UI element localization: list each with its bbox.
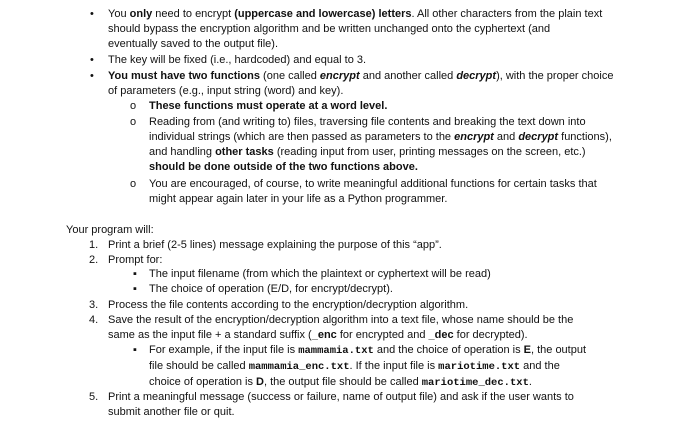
text-line [108,253,162,268]
text-line [108,313,573,328]
sub-bullet-word-level [149,99,387,114]
text-segment: eventually saved to the output file). [108,38,278,50]
text-line [149,343,586,359]
prompt-item-operation [149,282,393,297]
text-segment: decrypt [518,131,559,143]
step-4-text [108,313,573,343]
text-segment: For example, if the input file is [149,344,299,356]
text-segment: only [129,8,153,20]
text-segment: decrypt [456,70,497,82]
filename-code: mariotime.txt [438,361,521,373]
text-line [149,359,586,375]
text-segment: , the output file should be called [263,376,422,388]
sub-bullet-marker: o [130,178,137,190]
text-segment: Print a brief (2-5 lines) message explaining the purpose of this “app”. [108,239,442,251]
text-segment: (uppercase and lowercase) letters [234,8,412,20]
step-number: 1. [89,239,99,251]
text-segment: _enc [311,329,337,341]
text-segment: You [108,8,130,20]
text-line [149,160,612,175]
text-segment: . If the input file is [349,360,439,372]
text-line [108,405,574,420]
text-segment: The key will be fixed (i.e., hardcoded) and equal to 3. [108,54,367,66]
text-line [108,84,613,99]
text-line [149,192,597,207]
text-segment: Reading from (and writing to) files, traversing file contents and breaking the text down into [149,116,586,128]
text-segment: same as the input file + a standard suffix ( [108,329,312,341]
sub-bullet-marker: o [130,116,137,128]
text-segment: individual strings (which are then passed as parameters to the [149,131,455,143]
text-segment: submit another file or quit. [108,406,235,418]
text-segment: and the choice of operation is [373,344,524,356]
text-segment: might appear again later in your life as a Python programmer. [149,193,448,205]
text-segment: These functions must operate at a word level. [149,100,388,112]
text-segment: Prompt for: [108,254,163,266]
text-line [149,145,612,160]
bullet-two-functions [108,69,613,99]
text-line [108,22,602,37]
filename-code: mammamia_enc.txt [248,361,350,373]
prompt-item-filename [149,267,491,282]
text-segment: need to encrypt [152,8,235,20]
text-segment: and [493,131,519,143]
text-line [108,298,468,313]
text-segment: _dec [428,329,454,341]
text-segment: and handling [149,146,216,158]
text-line [149,375,586,391]
text-segment: choice of operation is [149,376,257,388]
sub-bullet-marker: o [130,100,137,112]
text-line [149,115,612,130]
filename-code: mammamia.txt [298,345,374,357]
text-line [149,282,393,297]
bullet-marker: • [90,8,94,20]
text-segment: Process the file contents according to the encryption/decryption algorithm. [108,299,469,311]
text-segment: for encrypted and [336,329,429,341]
prompt-item-marker: ▪ [133,268,137,280]
text-line [149,130,612,145]
text-segment: ), with the proper choice [496,70,614,82]
program-heading: Your program will: [66,224,154,236]
text-segment: file should be called [149,360,249,372]
text-segment: . [528,376,532,388]
bullet-fixed-key [108,53,366,68]
step-number: 2. [89,254,99,266]
text-segment: D [256,376,264,388]
text-segment: should be done outside of the two functions above. [149,161,418,173]
text-segment: and the [520,360,560,372]
step-1-text [108,238,442,253]
text-segment: , the output [530,344,587,356]
sub-bullet-additional-functions [149,177,597,207]
text-segment: You must have two functions [108,70,260,82]
step-3-text [108,298,468,313]
step-number: 3. [89,299,99,311]
text-segment: The choice of operation (E/D, for encrypt/decrypt). [149,283,393,295]
text-segment: encrypt [319,70,360,82]
text-segment: E [523,344,531,356]
text-line [108,53,366,68]
text-segment: The input filename (from which the plaintext or cyphertext will be read) [149,268,491,280]
bullet-marker: • [90,54,94,66]
text-segment: for decrypted). [453,329,528,341]
text-segment: . All other characters from the plain text [411,8,603,20]
text-line [108,7,602,22]
step-2-text [108,253,162,268]
text-segment: You are encouraged, of course, to write meaningful additional functions for certain tasks that [149,178,597,190]
text-segment: (one called [259,70,320,82]
text-segment: other tasks [215,146,274,158]
step-5-text [108,390,574,420]
step-number: 5. [89,391,99,403]
text-segment: Print a meaningful message (success or failure, name of output file) and ask if the user wants to [108,391,574,403]
bullet-encrypt-letters [108,7,602,52]
text-segment: of parameters (e.g., input string (word) and key). [108,85,344,97]
prompt-item-marker: ▪ [133,283,137,295]
example-item-text [149,343,586,391]
bullet-marker: • [90,70,94,82]
text-line [149,177,597,192]
text-segment: encrypt [454,131,494,143]
text-line [108,238,442,253]
text-segment: functions), [558,131,612,143]
text-line [149,99,387,114]
text-line [108,37,602,52]
text-line [108,69,613,84]
text-line [108,328,573,343]
text-line [149,267,491,282]
text-segment: should bypass the encryption algorithm and be written unchanged onto the cyphertext (and [108,23,551,35]
text-segment: (reading input from user, printing messages on the screen, etc.) [273,146,586,158]
example-item-marker: ▪ [133,344,137,356]
text-segment: and another called [359,70,457,82]
sub-bullet-file-handling [149,115,612,175]
step-number: 4. [89,314,99,326]
text-line [108,390,574,405]
text-segment: Save the result of the encryption/decryption algorithm into a text file, whose name should be the [108,314,574,326]
filename-code: mariotime_dec.txt [421,377,529,389]
